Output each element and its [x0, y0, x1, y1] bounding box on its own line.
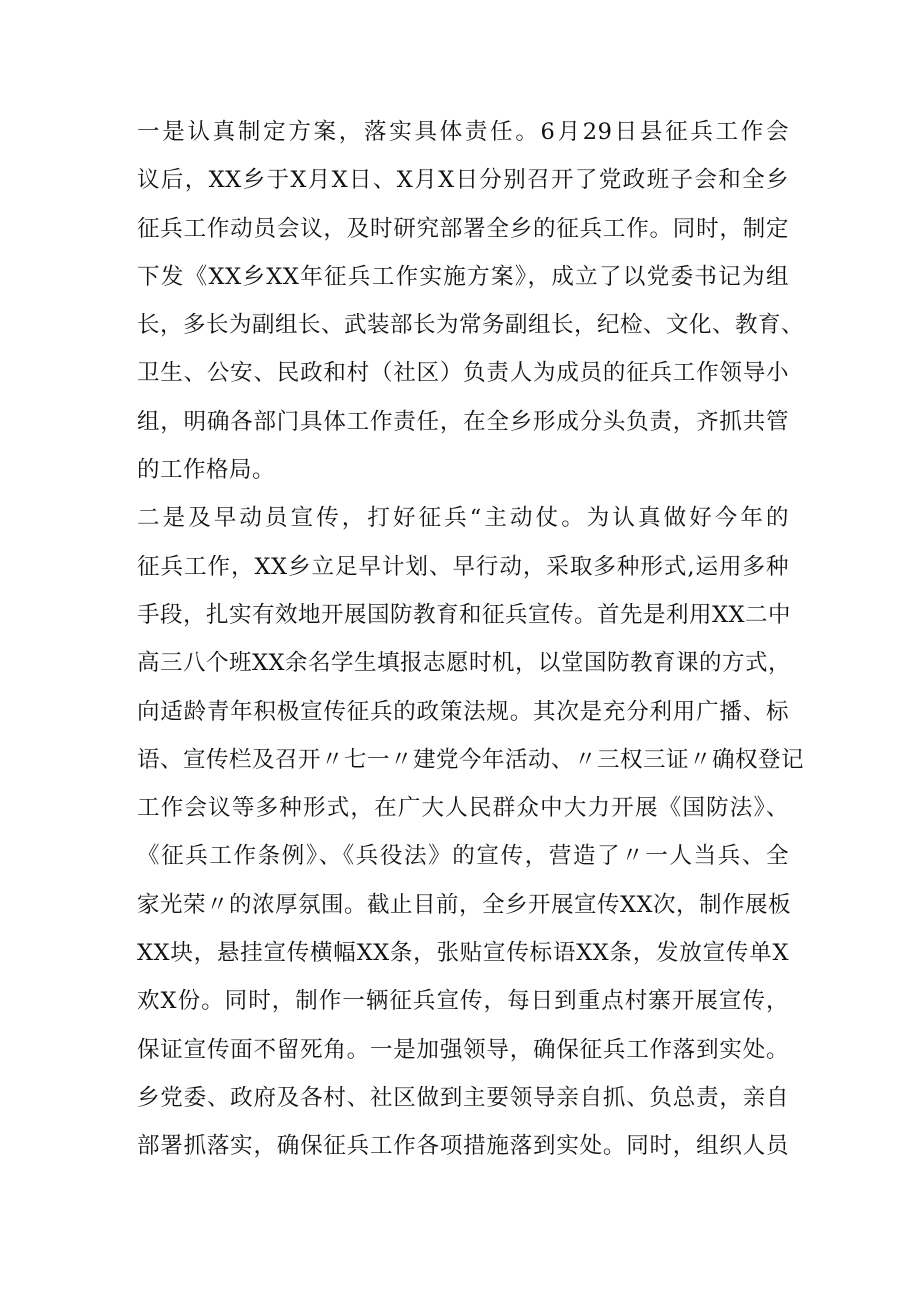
text-line: 《征兵工作条例》、《兵役法》的宣传，营造了〃一人当兵、全 — [137, 843, 789, 870]
text-line: 征兵工作，XX乡立足早计划、早行动，采取多种形式,运用多种 — [137, 553, 789, 580]
text-line: 部署抓落实，确保征兵工作各项措施落到实处。同时，组织人员 — [137, 1133, 789, 1160]
text-line: 欢X份。同时，制作一辆征兵宣传，每日到重点村寨开展宣传， — [137, 988, 789, 1015]
text-line: 语、宣传栏及召开〃七一〃建党今年活动、〃三权三证〃确权登记 — [137, 746, 805, 773]
text-line: 手段，扎实有效地开展国防教育和征兵宣传。首先是利用XX二中 — [137, 601, 792, 628]
text-line: 保证宣传面不留死角。一是加强领导，确保征兵工作落到实处。 — [137, 1036, 789, 1063]
paragraph-mobilization-publicity — [137, 494, 805, 1170]
text-line: 征兵工作动员会议，及时研究部署全乡的征兵工作。同时，制定 — [137, 215, 789, 242]
paragraph-plan-responsibility — [137, 108, 805, 494]
text-line: 组，明确各部门具体工作责任，在全乡形成分头负责，齐抓共管 — [137, 408, 789, 435]
text-line: 高三八个班XX余名学生填报志愿时机，以堂国防教育课的方式， — [137, 650, 792, 677]
text-line: XX块，悬挂宣传横幅XX条，张贴宣传标语XX条，发放宣传单X — [137, 940, 789, 967]
text-line: 一是认真制定方案，落实具体责任。6月29日县征兵工作会 — [137, 119, 789, 145]
text-line: 长，多长为副组长、武装部长为常务副组长，纪检、文化、教育、 — [137, 312, 805, 339]
text-line: 卫生、公安、民政和村（社区）负责人为成员的征兵工作领导小 — [137, 360, 789, 387]
text-line: 下发《XX乡XX年征兵工作实施方案》，成立了以党委书记为组 — [137, 263, 789, 290]
document-body — [137, 108, 805, 1171]
text-line: 二是及早动员宣传，打好征兵“主动仗。为认真做好今年的 — [137, 505, 789, 532]
text-line: 议后，XX乡于X月X日、X月X日分别召开了党政班子会和全乡 — [137, 167, 789, 194]
text-line: 乡党委、政府及各村、社区做到主要领导亲自抓、负总责，亲自 — [137, 1084, 789, 1111]
text-line: 的工作格局。 — [137, 457, 276, 484]
text-line: 工作会议等多种形式，在广大人民群众中大力开展《国防法》、 — [137, 795, 789, 822]
text-line: 向适龄青年积极宣传征兵的政策法规。其次是充分利用广播、标 — [137, 698, 789, 725]
text-line: 家光荣〃的浓厚氛围。截止目前，全乡开展宣传XX次，制作展板 — [137, 891, 792, 918]
